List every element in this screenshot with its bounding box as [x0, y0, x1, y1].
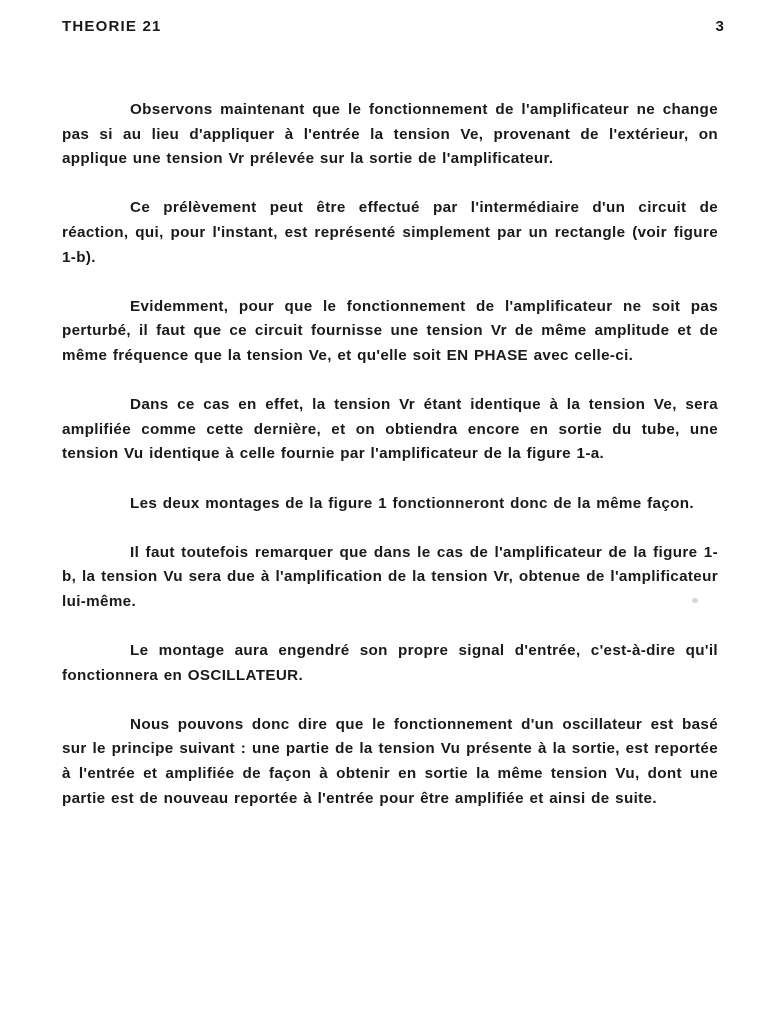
paper-speck — [692, 598, 698, 603]
paragraph: Observons maintenant que le fonctionnement de l'amplificateur ne change pas si au lieu d'appliquer à l'entrée la tension Ve, provenant de l'extérieur, on applique une tension Vr prélevée sur la sortie de l'amplificateur. — [62, 101, 718, 168]
paragraph: Il faut toutefois remarquer que dans le cas de l'amplificateur de la figure 1-b, la tension Vu sera due à l'amplification de la tension Vr, obtenue de l'amplificateur lui-même. — [62, 543, 718, 610]
paragraph: Evidemment, pour que le fonctionnement de l'amplificateur ne soit pas perturbé, il faut que ce circuit fournisse une tension Vr de même amplitude et de même fréquence que la tension Ve, et qu'elle soit EN PHASE avec celle-ci. — [62, 297, 718, 364]
page-number: 3 — [715, 18, 725, 35]
paragraph: Le montage aura engendré son propre signal d'entrée, c'est-à-dire qu'il fonctionnera en OSCILLATEUR. — [62, 642, 718, 684]
paragraph: Dans ce cas en effet, la tension Vr étant identique à la tension Ve, sera amplifiée comme cette dernière, et on obtiendra encore en sortie du tube, une tension Vu identique à celle fournie par l'amplificateur de la figure 1-a. — [62, 396, 718, 463]
body-text — [62, 98, 718, 836]
document-title: THEORIE 21 — [62, 18, 162, 35]
paragraph: Les deux montages de la figure 1 fonctionneront donc de la même façon. — [130, 494, 694, 512]
page-header — [62, 18, 725, 42]
paragraph: Nous pouvons donc dire que le fonctionnement d'un oscillateur est basé sur le principe suivant : une partie de la tension Vu présente à la sortie, est reportée à l'entrée et amplifiée de façon à obtenir en sortie la même tension Vu, dont une partie est de nouveau reportée à l'entrée pour être amplifiée et ainsi de suite. — [62, 715, 718, 807]
paragraph: Ce prélèvement peut être effectué par l'intermédiaire d'un circuit de réaction, qui, pour l'instant, est représenté simplement par un rectangle (voir figure 1-b). — [62, 199, 718, 266]
